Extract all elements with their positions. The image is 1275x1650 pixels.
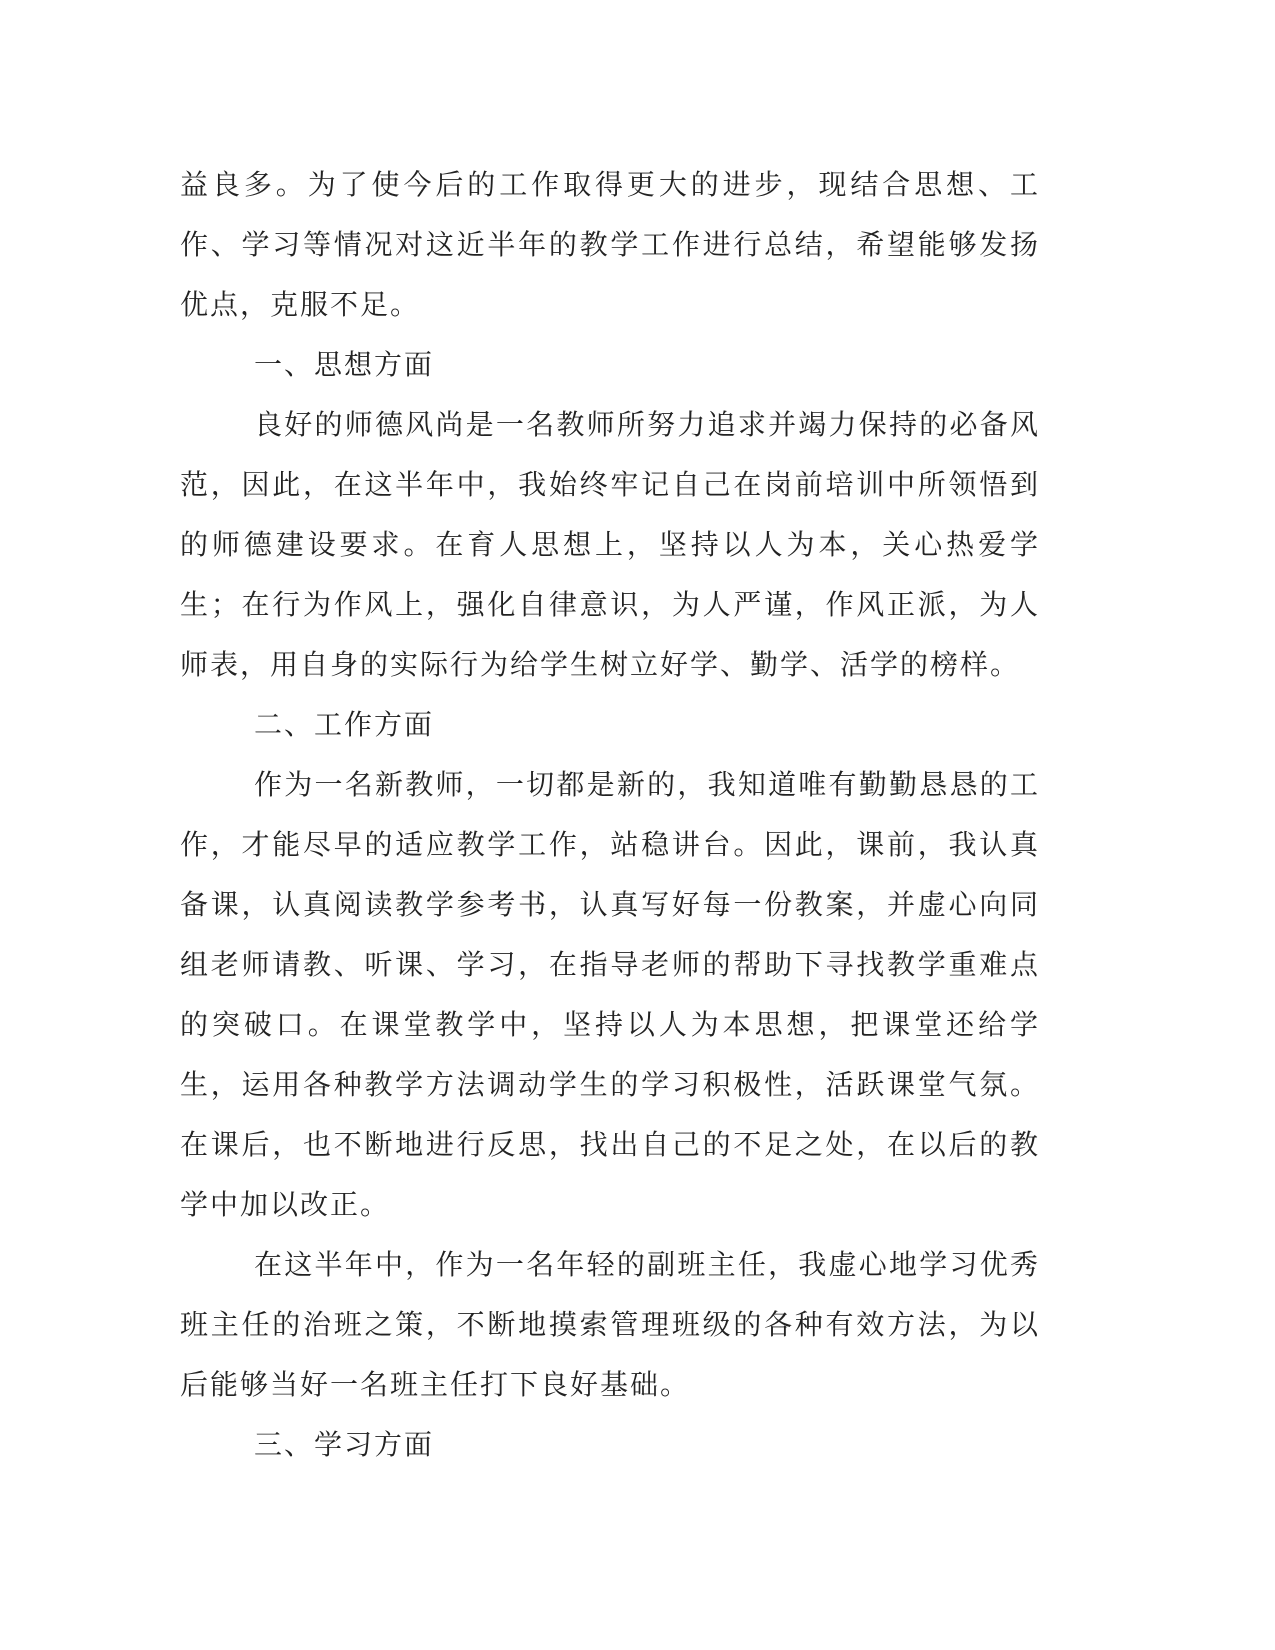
- section-heading-study: 三、学习方面: [254, 1428, 435, 1461]
- document-body: [180, 155, 1040, 1475]
- paragraph-thought: 良好的师德风尚是一名教师所努力追求并竭力保持的必备风范，因此，在这半年中，我始终牢记自己在岗前培训中所领悟到的师德建设要求。在育人思想上，坚持以人为本，关心热爱学生；在行为作风上，强化自律意识，为人严谨，作风正派，为人师表，用自身的实际行为给学生树立好学、勤学、活学的榜样。: [180, 408, 1040, 681]
- paragraph-work-class-management: 在这半年中，作为一名年轻的副班主任，我虚心地学习优秀班主任的治班之策，不断地摸索管理班级的各种有效方法，为以后能够当好一名班主任打下良好基础。: [180, 1248, 1040, 1401]
- section-heading-thought: 一、思想方面: [254, 348, 435, 381]
- paragraph-continuation: 益良多。为了使今后的工作取得更大的进步，现结合思想、工作、学习等情况对这近半年的教学工作进行总结，希望能够发扬优点，克服不足。: [180, 168, 1040, 321]
- paragraph-work-teaching: 作为一名新教师，一切都是新的，我知道唯有勤勤恳恳的工作，才能尽早的适应教学工作，站稳讲台。因此，课前，我认真备课，认真阅读教学参考书，认真写好每一份教案，并虚心向同组老师请教、听课、学习，在指导老师的帮助下寻找教学重难点的突破口。在课堂教学中，坚持以人为本思想，把课堂还给学生，运用各种教学方法调动学生的学习积极性，活跃课堂气氛。在课后，也不断地进行反思，找出自己的不足之处，在以后的教学中加以改正。: [180, 768, 1040, 1221]
- section-heading-work: 二、工作方面: [254, 708, 435, 741]
